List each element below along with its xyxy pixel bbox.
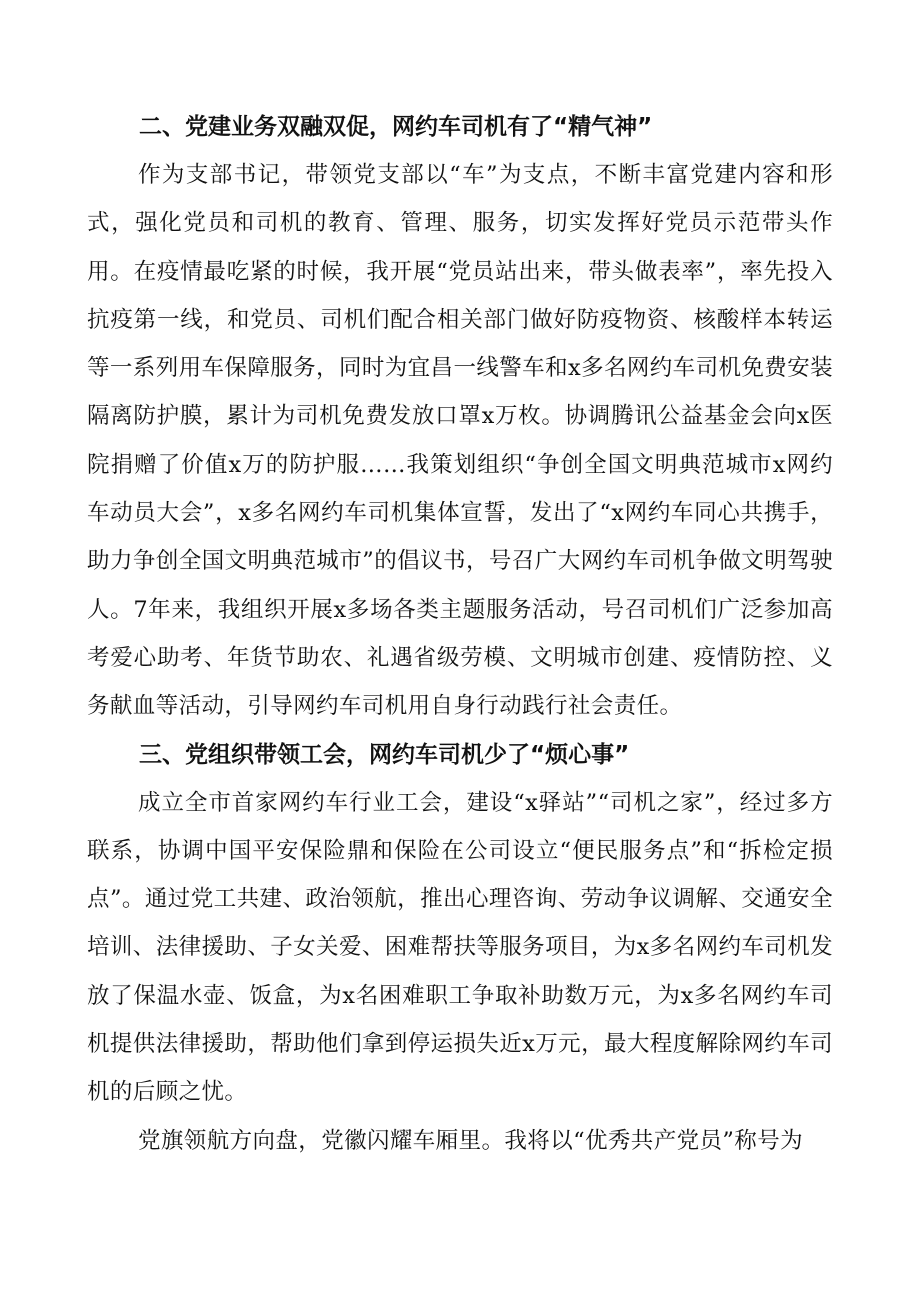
section-three-heading: 三、党组织带领工会，网约车司机少了“烦心事” bbox=[139, 741, 630, 768]
closing-paragraph: 党旗领航方向盘，党徽闪耀车厢里。我将以“优秀共产党员”称号为 bbox=[138, 1127, 804, 1154]
document-body bbox=[87, 103, 833, 1165]
section-two-heading: 二、党建业务双融双促，网约车司机有了“精气神” bbox=[139, 114, 653, 140]
section-two-paragraph: 作为支部书记，带领党支部以“车”为支点，不断丰富党建内容和形式，强化党员和司机的教育、管理、服务，切实发挥好党员示范带头作用。在疫情最吃紧的时候，我开展“党员站出来，带头做表率”，率先投入抗疫第一线，和党员、司机们配合相关部门做好防疫物资、核酸样本转运等一系列用车保障服务，同时为宜昌一线警车和x多名网约车司机免费安装隔离防护膜，累计为司机免费发放口罩x万枚。协调腾讯公益基金会向x医院捐赠了价值x万的防护服……我策划组织“争创全国文明典范城市x网约车动员大会”，x多名网约车司机集体宣誓，发出了“x网约车同心共携手，助力争创全国文明典范城市”的倡议书，号召广大网约车司机争做文明驾驶人。7年来，我组织开展x多场各类主题服务活动，号召司机们广泛参加高考爱心助考、年货节助农、礼遇省级劳模、文明城市创建、疫情防控、义务献血等活动，引导网约车司机用自身行动践行社会责任。 bbox=[87, 162, 833, 720]
section-three-paragraph: 成立全市首家网约车行业工会，建设“x驿站”“司机之家”，经过多方联系，协调中国平安保险鼎和保险在公司设立“便民服务点”和“拆检定损点”。通过党工共建、政治领航，推出心理咨询、劳动争议调解、交通安全培训、法律援助、子女关爱、困难帮扶等服务项目，为x多名网约车司机发放了保温水壶、饭盒，为x名困难职工争取补助数万元，为x多名网约车司机提供法律援助，帮助他们拿到停运损失近x万元，最大程度解除网约车司机的后顾之忧。 bbox=[87, 789, 833, 1106]
